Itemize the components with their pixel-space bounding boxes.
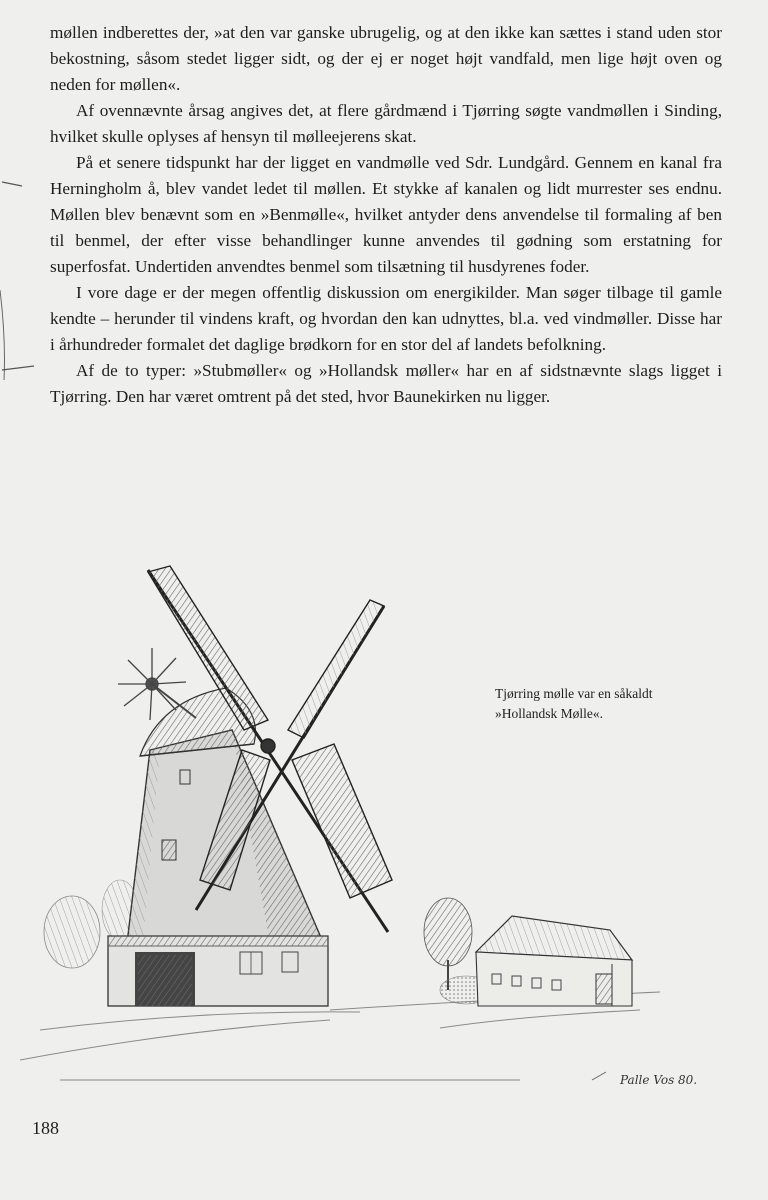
paragraph-2: Af ovennævnte årsag angives det, at flere gårdmænd i Tjørring søgte vandmøllen i Sinding, hvilket skulle oplyses af hensyn til mølleejerens skat. <box>50 101 722 146</box>
fantail <box>118 648 196 720</box>
windmill-illustration <box>0 560 768 1100</box>
paragraph-5: Af de to typer: »Stubmøller« og »Hollandsk møller« har en af sidstnævnte slags ligget i Tjørring. Den har været omtrent på det sted, hvor Baunekirken nu ligger. <box>50 361 722 406</box>
paragraph-4: I vore dage er der megen offentlig diskussion om energikilder. Man søger tilbage til gamle kendte – herunder til vindens kraft, og hvordan den kan udnyttes, bl.a. ved vindmøller. Disse har i århundreder formalet det daglige brødkorn for en stor del af landets befolkning. <box>50 283 722 354</box>
farmhouse <box>476 916 632 1006</box>
body-text <box>50 20 722 410</box>
signature-text: Palle Vos 80. <box>620 1073 698 1087</box>
page-number: 188 <box>32 1118 59 1138</box>
artist-signature <box>592 1072 697 1087</box>
margin-mark <box>0 170 40 390</box>
paragraph-1: møllen indberettes der, »at den var ganske ubrugelig, og at den ikke kan sættes i stand uden stor bekostning, såsom stedet ligger sidt, og der ej er noget højt vandfald, men lige højt oven og neden for møllen«. <box>50 23 722 94</box>
paragraph-3: På et senere tidspunkt har der ligget en vandmølle ved Sdr. Lundgård. Gennem en kanal fra Herningholm å, blev vandet ledet til møllen. Et stykke af kanalen og lidt murrester ses endnu. Møllen blev benævnt som en »Benmølle«, hvilket antyder dens anvendelse til formaling af ben til benmel, der efter visse behandlinger kunne anvendes til gødning som erstatning for superfosfat. Undertiden anvendtes benmel som tilsætning til husdyrenes foder. <box>50 153 722 276</box>
caption-line-2: »Hollandsk Mølle«. <box>495 706 603 721</box>
caption-line-1: Tjørring mølle var en såkaldt <box>495 686 653 701</box>
